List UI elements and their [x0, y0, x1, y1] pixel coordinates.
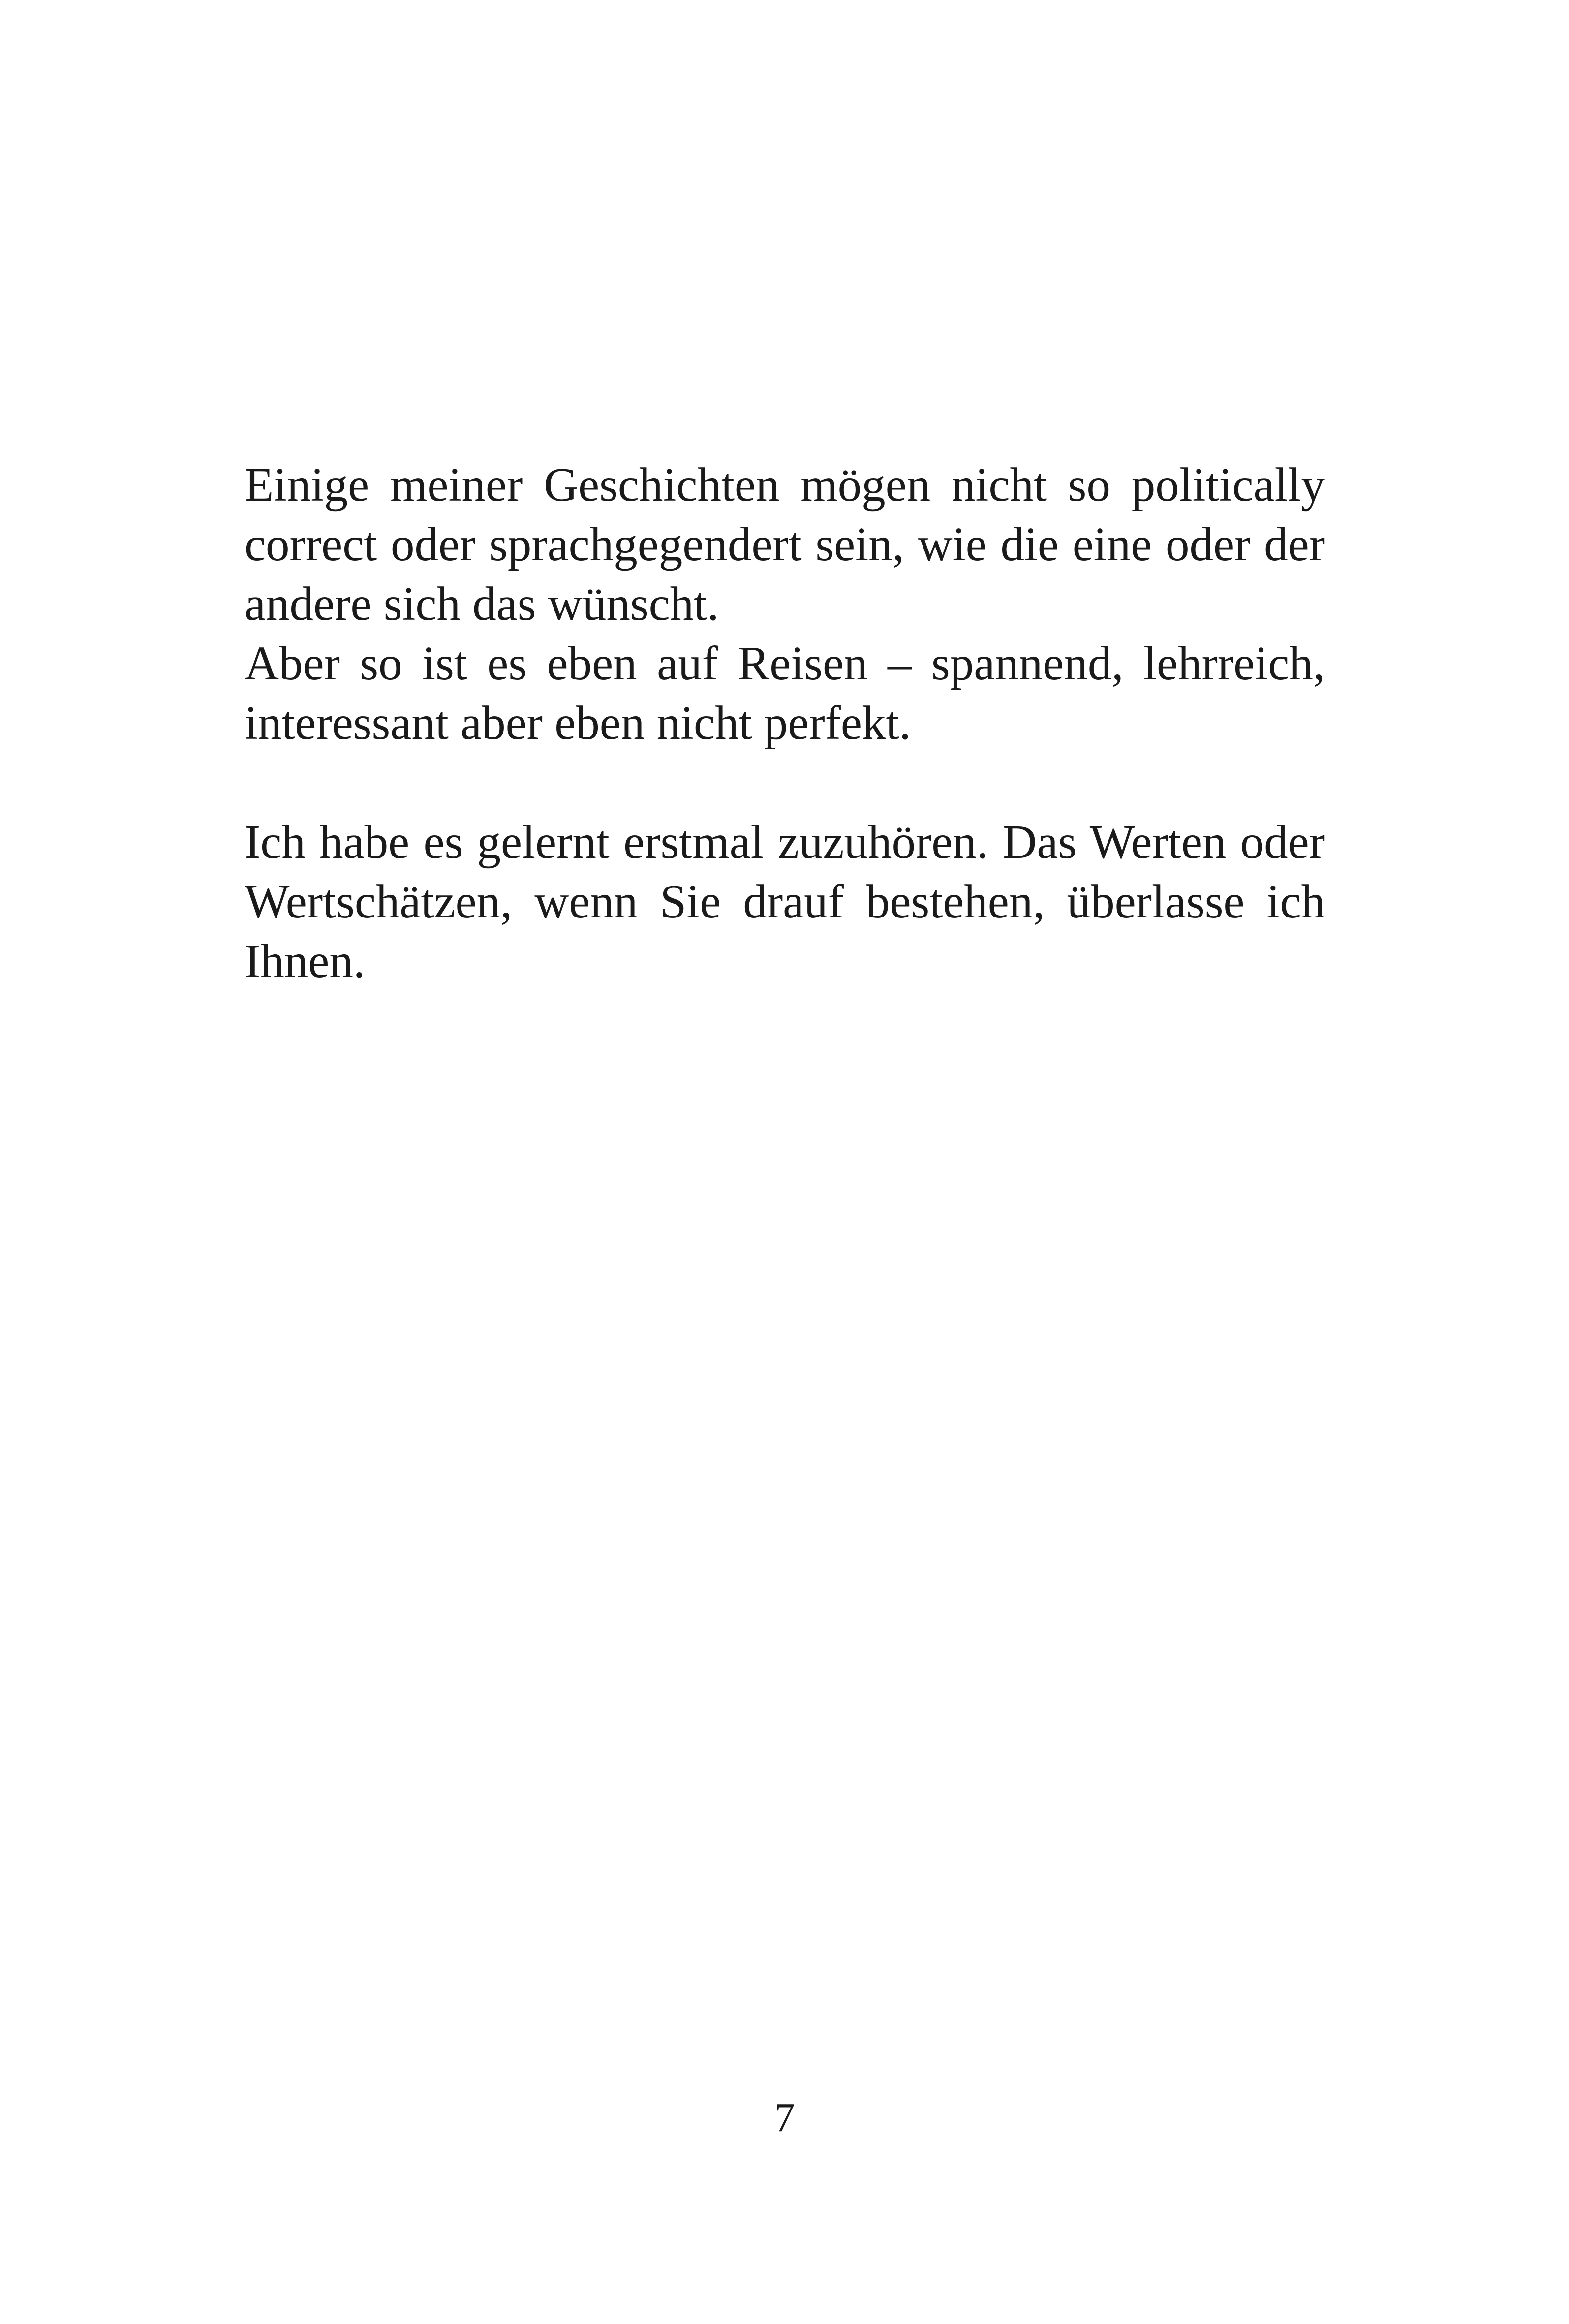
- page-number: 7: [774, 2095, 795, 2141]
- paragraph-1: [245, 455, 1325, 634]
- text-line: Einige meiner Geschichten mögen nicht so politically: [245, 459, 1325, 511]
- text-line: Wertschätzen, wenn Sie drauf bestehen, überlasse ich: [245, 875, 1325, 928]
- text-line: Aber so ist es eben auf Reisen – spannend, lehrreich,: [245, 637, 1325, 690]
- body-text: [245, 455, 1325, 991]
- text-line: correct oder sprachgegendert sein, wie die eine oder der: [245, 518, 1325, 571]
- text-line: Ich habe es gelernt erstmal zuzuhören. Das Werten oder: [245, 816, 1325, 868]
- text-line: andere sich das wünscht.: [245, 578, 719, 630]
- paragraph-3: [245, 812, 1325, 991]
- paragraph-2: [245, 634, 1325, 753]
- text-line: Ihnen.: [245, 935, 366, 987]
- text-line: interessant aber eben nicht perfekt.: [245, 697, 911, 749]
